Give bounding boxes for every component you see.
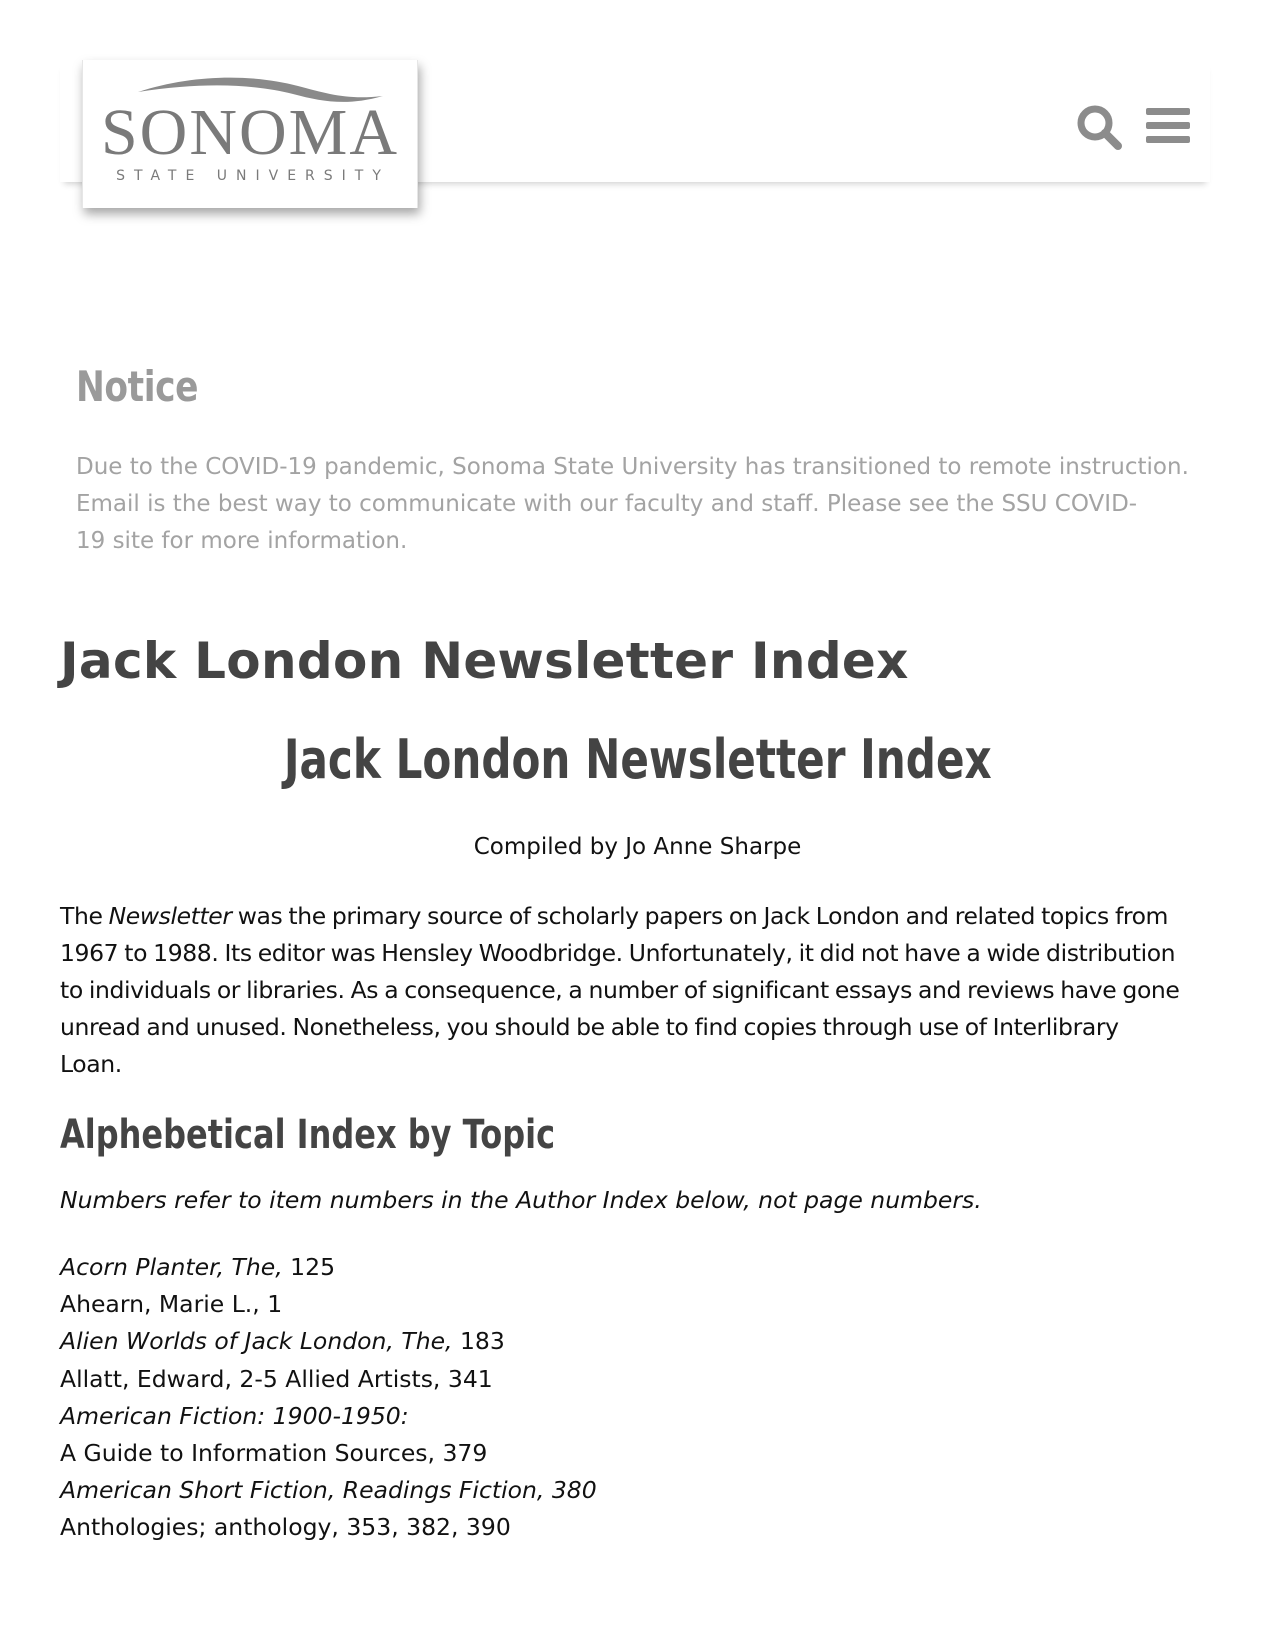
- index-entry: [60, 1361, 597, 1398]
- intro-paragraph: [60, 898, 1220, 1083]
- index-entry-ref: Anthologies; anthology, 353, 382, 390: [60, 1513, 511, 1542]
- index-entry: [60, 1249, 597, 1286]
- index-entry-title: American Fiction: 1900-1950:: [60, 1401, 409, 1430]
- notice-line: Email is the best way to communicate with our faculty and staff. Please see the SSU COVID-: [76, 491, 1138, 517]
- index-entry-ref: 183: [452, 1327, 505, 1356]
- article-title-text: Jack London Newsletter Index: [283, 728, 992, 791]
- index-entry-ref: Allatt, Edward, 2-5 Allied Artists, 341: [60, 1364, 493, 1393]
- index-entry: [60, 1509, 597, 1546]
- index-entry-ref: Ahearn, Marie L., 1: [60, 1290, 283, 1319]
- index-entry: [60, 1398, 597, 1435]
- index-section-heading: Alphebetical Index by Topic: [60, 1112, 556, 1158]
- index-entry-title: American Short Fiction, Readings Fiction, 380: [60, 1476, 597, 1505]
- intro-text: was the primary source of scholarly papers on Jack London and related topics from: [231, 902, 1169, 930]
- university-logo[interactable]: [82, 60, 418, 208]
- compiled-by: Compiled by Jo Anne Sharpe: [473, 834, 802, 860]
- article-title: [0, 728, 1275, 791]
- index-entry-title: Acorn Planter, The,: [60, 1253, 283, 1281]
- index-note: Numbers refer to item numbers in the Author Index below, not page numbers.: [60, 1186, 982, 1214]
- notice-text: [76, 449, 1206, 560]
- topic-index-list: [60, 1249, 597, 1547]
- notice-line: 19 site for more information.: [76, 528, 408, 554]
- newsletter-italic: Newsletter: [108, 902, 232, 930]
- menu-button[interactable]: [1146, 106, 1190, 146]
- intro-line: unread and unused. Nonetheless, you should be able to find copies through use of Interlibrary: [60, 1013, 1119, 1041]
- search-button[interactable]: [1075, 103, 1123, 151]
- index-entry: [60, 1472, 597, 1509]
- search-icon: [1075, 103, 1123, 151]
- intro-line: [60, 898, 1220, 935]
- intro-line: to individuals or libraries. As a consequence, a number of significant essays and reviews have gone: [60, 976, 1180, 1004]
- intro-line: Loan.: [60, 1050, 122, 1078]
- index-entry: [60, 1323, 597, 1360]
- notice-line: Due to the COVID-19 pandemic, Sonoma State University has transitioned to remote instruction.: [76, 454, 1189, 480]
- page-title: Jack London Newsletter Index: [60, 632, 909, 690]
- index-entry: [60, 1286, 597, 1323]
- index-entry: [60, 1435, 597, 1472]
- notice-title: Notice: [76, 362, 199, 411]
- index-entry-title: Alien Worlds of Jack London, The,: [60, 1327, 453, 1356]
- logo-subtitle: STATE UNIVERSITY: [116, 168, 390, 184]
- index-entry-ref: 125: [282, 1253, 336, 1281]
- hamburger-menu-icon: [1146, 106, 1190, 146]
- intro-line: 1967 to 1988. Its editor was Hensley Woodbridge. Unfortunately, it did not have a wide distribution: [60, 939, 1176, 967]
- intro-text: The: [60, 902, 109, 930]
- logo-wordmark: SONOMA: [100, 96, 400, 169]
- index-entry-ref: A Guide to Information Sources, 379: [60, 1439, 488, 1468]
